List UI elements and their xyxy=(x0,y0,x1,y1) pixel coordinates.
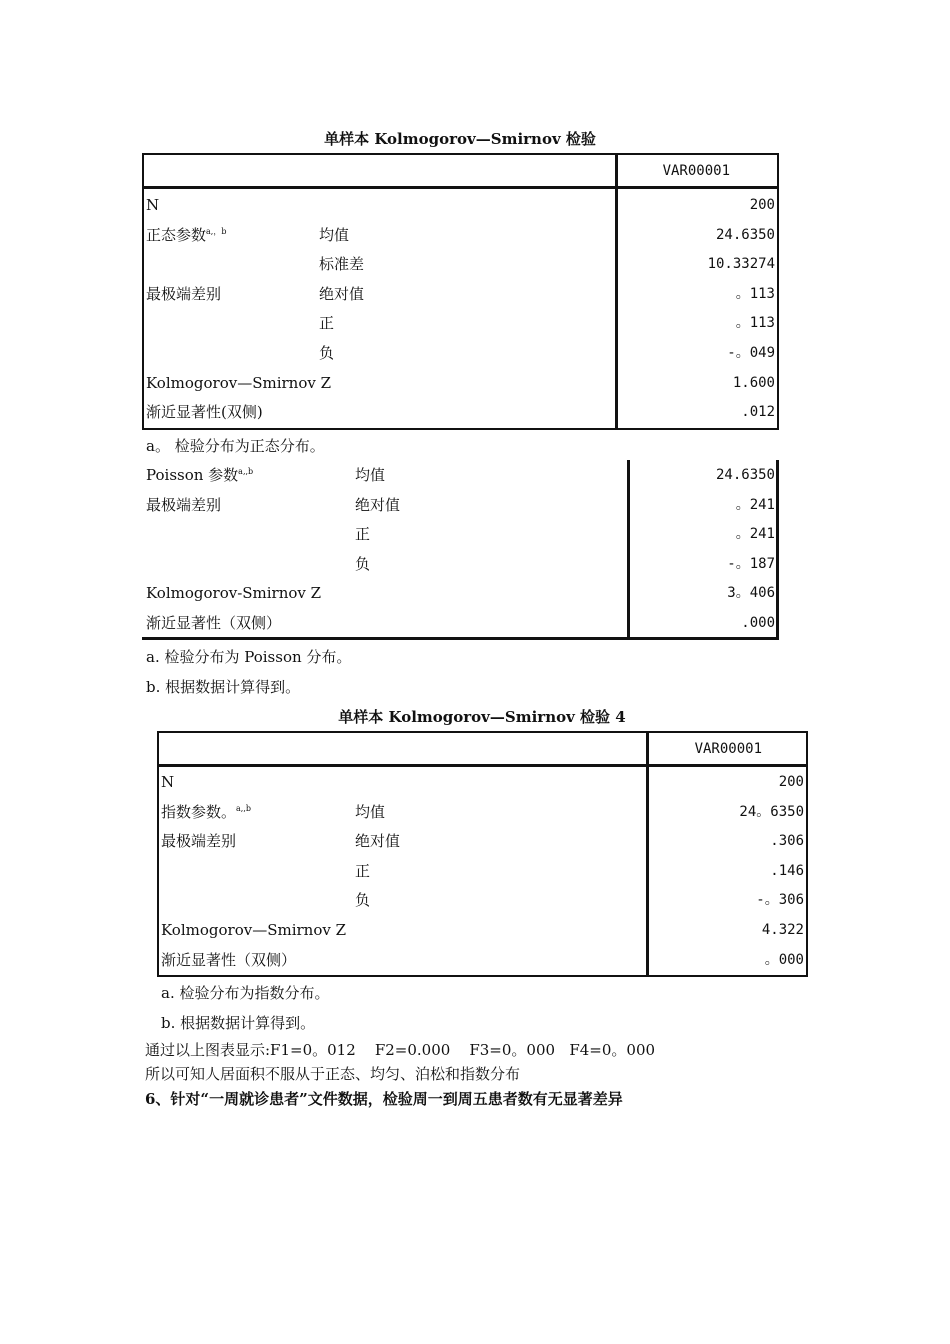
row-value: -。306 xyxy=(756,892,804,909)
row-label: 正态参数$^{a,,b}$ xyxy=(146,225,227,244)
row-sublabel: 标准差 xyxy=(319,255,365,274)
row-value: 。113 xyxy=(735,315,775,332)
row-value: .306 xyxy=(770,833,804,850)
row-value: -。049 xyxy=(727,345,775,361)
row-label: Kolmogorov—Smirnov Z xyxy=(161,921,347,939)
row-label: Poisson 参数$^{a,,b}$ xyxy=(146,466,254,484)
row-value: .000 xyxy=(741,615,775,631)
result-summary: 通过以上图表显示:F1=0。012 F2=0.000 F3=0。000 F4=0。000 xyxy=(145,1041,656,1059)
table1-divider xyxy=(615,153,618,430)
row-sublabel: 绝对值 xyxy=(355,495,401,514)
table3-note-b: b. 根据数据计算得到。 xyxy=(161,1014,316,1032)
row-sublabel: 均值 xyxy=(355,802,386,821)
row-sublabel: 正 xyxy=(355,861,371,880)
row-value: -。187 xyxy=(727,555,775,572)
table2-divider xyxy=(627,460,630,639)
table1-header-rule xyxy=(142,186,779,189)
footnote-marker: a,,b xyxy=(236,803,251,813)
row-value: 。000 xyxy=(764,951,804,968)
table1-title: 单样本 Kolmogorov—Smirnov 检验 xyxy=(324,130,596,148)
row-value: 。241 xyxy=(735,496,775,513)
row-sublabel: 绝对值 xyxy=(319,284,365,303)
row-sublabel: 均值 xyxy=(319,225,350,244)
table2-note-a: a. 检验分布为 Poisson 分布。 xyxy=(146,648,352,666)
table3-title: 单样本 Kolmogorov—Smirnov 检验 4 xyxy=(338,708,626,726)
row-sublabel: 正 xyxy=(319,314,335,333)
row-label: 渐近显著性（双侧） xyxy=(146,614,282,632)
row-label: Kolmogorov—Smirnov Z xyxy=(146,373,332,392)
row-value: 24.6350 xyxy=(715,226,775,243)
row-value: 1.600 xyxy=(732,374,775,391)
row-label: 最极端差别 xyxy=(146,284,222,303)
row-sublabel: 均值 xyxy=(355,466,386,484)
row-label: 指数参数。$^{a,,b}$ xyxy=(161,802,251,821)
footnote-marker: a,，b xyxy=(206,226,227,236)
row-sublabel: 绝对值 xyxy=(355,832,401,851)
conclusion-text: 所以可知人居面积不服从于正态、均匀、泊松和指数分布 xyxy=(145,1065,521,1083)
row-value: 4.322 xyxy=(761,922,804,938)
row-label: 最极端差别 xyxy=(161,832,237,851)
table3-note-a: a. 检验分布为指数分布。 xyxy=(161,984,330,1002)
table1-note-a: a。 检验分布为正态分布。 xyxy=(146,437,325,455)
table2-right-border xyxy=(776,460,779,639)
row-value: 3。406 xyxy=(727,585,775,602)
row-value: 。113 xyxy=(735,285,775,302)
row-label: 渐近显著性（双侧） xyxy=(161,950,297,969)
row-label: 渐近显著性(双侧) xyxy=(146,403,263,422)
row-label: 最极端差别 xyxy=(146,495,222,514)
row-value: 10.33274 xyxy=(707,256,775,273)
row-value: 。241 xyxy=(735,526,775,543)
row-sublabel: 负 xyxy=(355,891,371,910)
row-value: 24.6350 xyxy=(715,467,775,483)
row-sublabel: 负 xyxy=(355,554,371,573)
row-value: 200 xyxy=(778,774,804,790)
row-value: .146 xyxy=(770,862,804,879)
footnote-marker: a,,b xyxy=(238,467,254,476)
row-label: Kolmogorov-Smirnov Z xyxy=(146,584,322,603)
row-value: .012 xyxy=(741,404,775,421)
table1-col-header: VAR00001 xyxy=(662,163,730,179)
table2-bottom-rule xyxy=(142,637,779,640)
row-value: 200 xyxy=(749,197,775,213)
table2-note-b: b. 根据数据计算得到。 xyxy=(146,678,301,696)
row-sublabel: 负 xyxy=(319,344,335,362)
section-heading: 6、针对“一周就诊患者”文件数据，检验周一到周五患者数有无显著差异 xyxy=(145,1090,623,1108)
row-label: N xyxy=(161,773,175,791)
table3-divider xyxy=(646,731,649,977)
table3-header-rule xyxy=(157,764,808,767)
row-label: N xyxy=(146,196,160,214)
row-value: 24。6350 xyxy=(739,803,804,820)
table3-col-header: VAR00001 xyxy=(694,741,762,757)
table3-border xyxy=(157,731,808,977)
row-sublabel: 正 xyxy=(355,525,371,544)
